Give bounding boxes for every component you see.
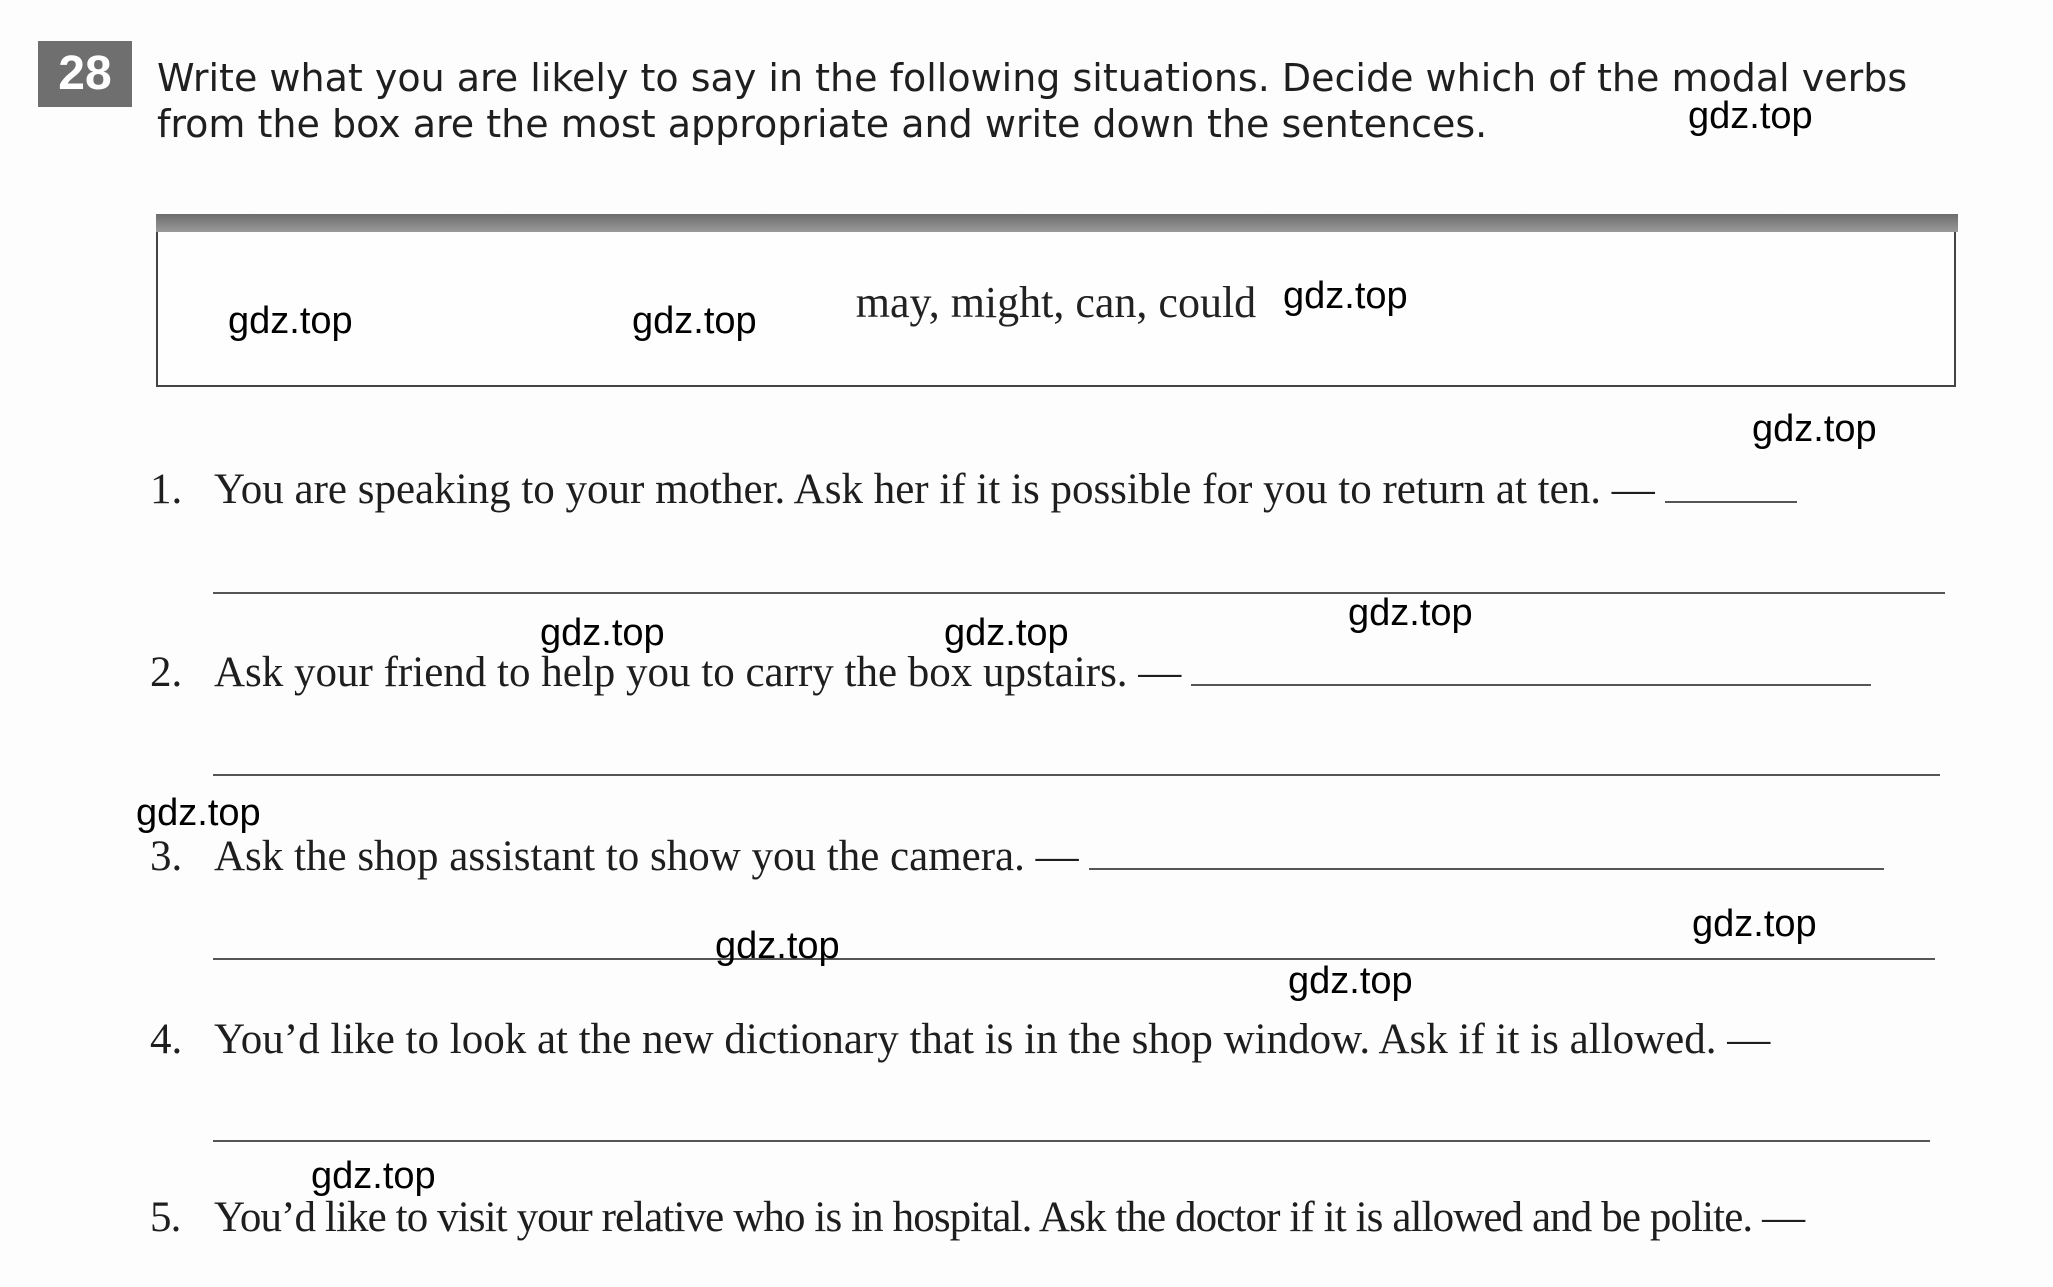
item-number: 4. (150, 1016, 183, 1063)
watermark: gdz.top (228, 300, 353, 342)
watermark: gdz.top (632, 300, 757, 342)
watermark: gdz.top (1692, 903, 1817, 945)
exercise-item-4 (150, 1015, 1960, 1064)
answer-line-inline[interactable] (1191, 684, 1871, 686)
word-box-header-bar (156, 214, 1958, 232)
item-text: You are speaking to your mother. Ask her if it is possible for you to return at ten. — (214, 466, 1655, 513)
watermark: gdz.top (1348, 592, 1473, 634)
word-box-words: may, might, can, could (855, 278, 1257, 327)
watermark: gdz.top (1752, 408, 1877, 450)
answer-line[interactable] (213, 958, 1935, 960)
exercise-item-5 (150, 1193, 1960, 1242)
item-number: 3. (150, 833, 183, 880)
watermark: gdz.top (136, 792, 261, 834)
item-text: You’d like to visit your relative who is in hospital. Ask the doctor if it is allowed and be polite. — (214, 1194, 1805, 1241)
exercise-number-badge: 28 (38, 41, 132, 107)
answer-line[interactable] (213, 592, 1945, 594)
item-text: Ask your friend to help you to carry the box upstairs. — (214, 649, 1182, 696)
item-number: 1. (150, 466, 183, 513)
answer-line[interactable] (213, 1140, 1930, 1142)
item-number: 5. (150, 1194, 181, 1241)
watermark: gdz.top (311, 1155, 436, 1197)
item-number: 2. (150, 649, 183, 696)
answer-line-inline[interactable] (1665, 501, 1797, 503)
watermark: gdz.top (540, 612, 665, 654)
word-box (156, 232, 1956, 387)
item-text: Ask the shop assistant to show you the camera. — (214, 833, 1079, 880)
watermark: gdz.top (944, 612, 1069, 654)
watermark: gdz.top (1283, 275, 1408, 317)
answer-line-inline[interactable] (1089, 868, 1884, 870)
exercise-item-3 (150, 832, 1960, 881)
exercise-item-1 (150, 465, 1960, 514)
answer-line[interactable] (213, 774, 1940, 776)
watermark: gdz.top (1288, 960, 1413, 1002)
item-text: You’d like to look at the new dictionary that is in the shop window. Ask if it is allowed. — (214, 1016, 1771, 1063)
exercise-item-2 (150, 648, 1960, 697)
watermark: gdz.top (1688, 95, 1813, 137)
exercise-instruction: Write what you are likely to say in the following situations. Decide which of the modal verbs from the box are the most appropriate and write down the sentences. (157, 56, 1908, 146)
watermark: gdz.top (715, 925, 840, 967)
